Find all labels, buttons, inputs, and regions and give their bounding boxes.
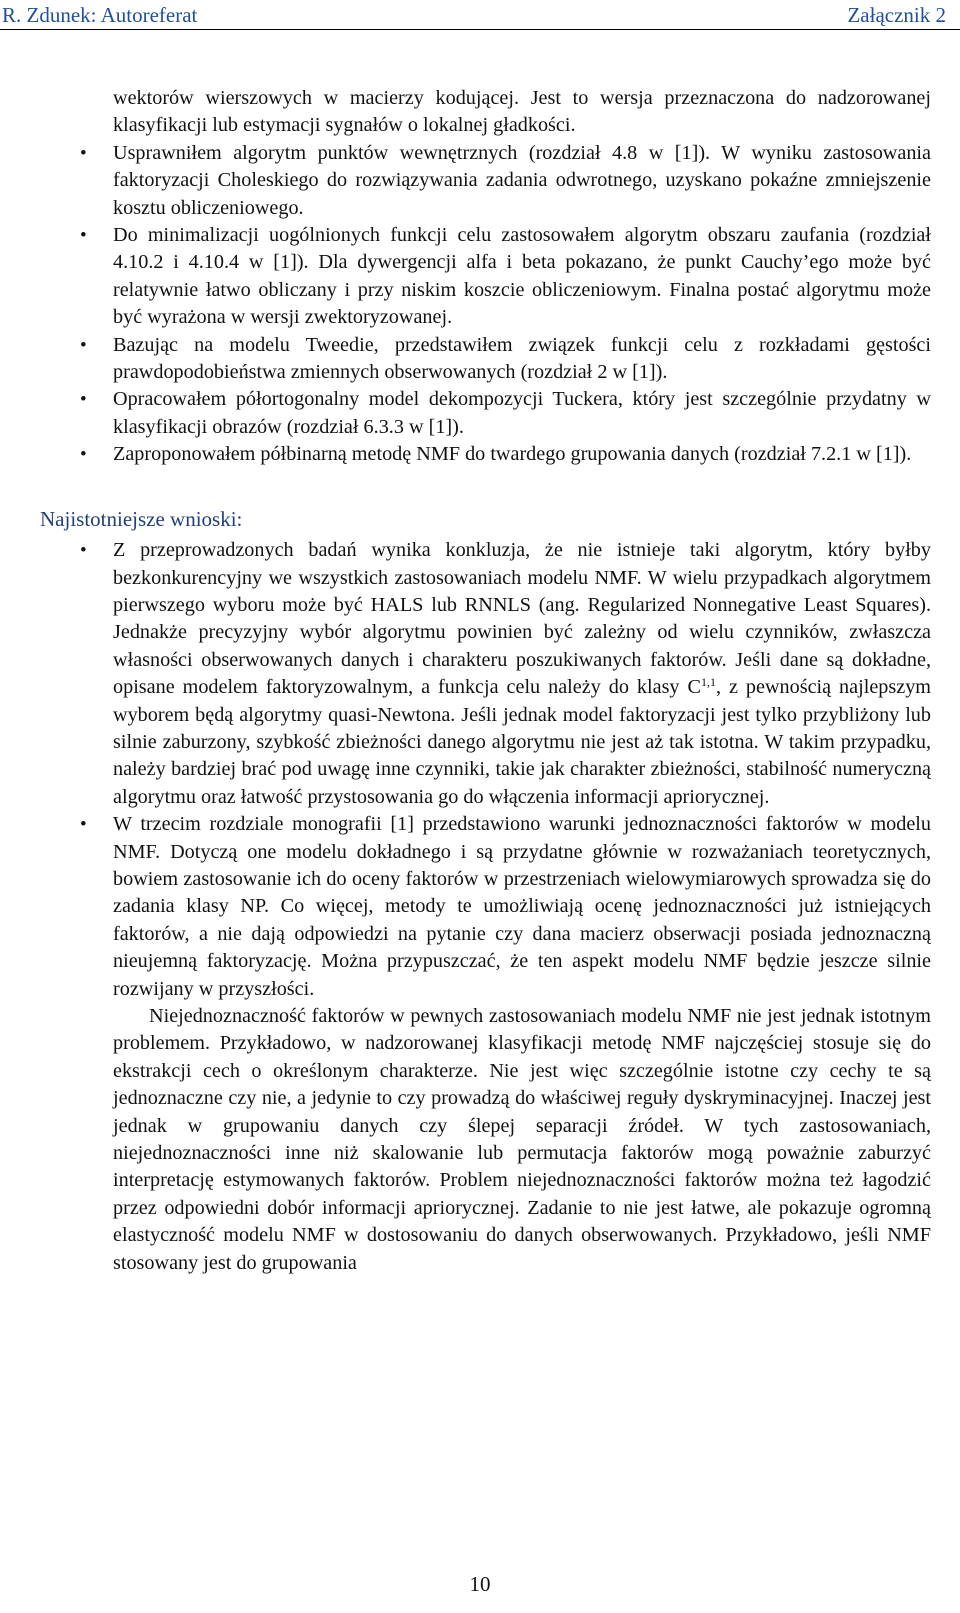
page-number: 10	[469, 1572, 491, 1596]
section-heading: Najistotniejsze wnioski:	[40, 506, 243, 531]
list-item: • Usprawniłem algorytm punktów wewnętrznych (rozdział 4.8 w [1]). W wyniku zastosowania faktoryzacji Choleskiego do rozwiązywania zadania odwrotnego, uzyskano pokaźne zmniejszenie kosztu obliczeniowego.	[113, 140, 931, 222]
achievements-list	[113, 140, 931, 469]
continued-paragraph: wektorów wierszowych w macierzy kodującej. Jest to wersja przeznaczona do nadzorowanej klasyfikacji lub estymacji sygnałów o lokalnej gładkości.	[113, 87, 931, 137]
conclusion-text-continued: , z pewnością najlepszym wyborem będą algorytmy quasi-Newtona. Jeśli jednak model faktoryzacji jest tylko przybliżony lub silnie zaburzony, szybkość zbieżności danego algorytmu nie jest aż tak istotna. W takim przypadku, należy bardziej brać pod uwagę inne czynniki, takie jak charakter zbieżności, stabilność numeryczną algorytmu oraz łatwość przystosowania go do włączenia informacji apriorycznej.	[113, 676, 931, 808]
body-paragraph: Niejednoznaczność faktorów w pewnych zastosowaniach modelu NMF nie jest jednak istotnym problemem. Przykładowo, w nadzorowanej klasyfikacji metodę NMF najczęściej stosuje się do ekstrakcji cech o określonym charakterze. Nie jest więc szczególnie istotne czy cechy te są jednoznaczne czy nie, a jedynie to czy prowadzą do właściwej reguły dyskryminacyjnej. Inaczej jest jednak w grupowaniu danych czy ślepej separacji źródeł. W tych zastosowaniach, niejednoznaczności inne niż skalowanie lub permutacja faktorów mogą poważnie zaburzyć interpretację estymowanych faktorów. Problem niejednoznaczności faktorów można też łagodzić przez odpowiedni dobór informacji apriorycznej. Zadanie to nie jest łatwe, ale pokazuje ogromną elastyczność modelu NMF w dostosowaniu do danych obserwowanych. Przykładowo, jeśli NMF stosowany jest do grupowania	[113, 1005, 931, 1274]
list-item	[113, 537, 931, 811]
list-item: • Do minimalizacji uogólnionych funkcji celu zastosowałem algorytm obszaru zaufania (rozdział 4.10.2 i 4.10.4 w [1]). Dla dywergencji alfa i beta pokazano, że punkt Cauchy’ego może być relatywnie łatwo obliczany i przy niskim koszcie obliczeniowym. Finalna postać algorytmu może być wyrażona w wersji zwektoryzowanej.	[113, 222, 931, 332]
list-item: • Bazując na modelu Tweedie, przedstawiłem związek funkcji celu z rozkładami gęstości prawdopodobieństwa zmiennych obserwowanych (rozdział 2 w [1]).	[113, 332, 931, 387]
header-attachment-label: Załącznik 2	[847, 3, 946, 27]
list-item: • W trzecim rozdziale monografii [1] przedstawiono warunki jednoznaczności faktorów w modelu NMF. Dotyczą one modelu dokładnego i są przydatne głównie w rozważaniach teoretycznych, bowiem zastosowanie ich do oceny faktorów w przestrzeniach wielowymiarowych sprowadza się do zadania klasy NP. Co więcej, metody te umożliwiają ocenę jednoznaczności już istniejących faktorów, a nie dają odpowiedzi na pytanie czy dana macierz obserwacji posiada jednoznaczną nieujemną faktoryzację. Można przypuszczać, że ten aspekt modelu NMF będzie jeszcze silnie rozwijany w przyszłości.	[113, 811, 931, 1003]
conclusions-list	[113, 537, 931, 1003]
superscript: 1,1	[700, 674, 716, 689]
document-body	[40, 85, 931, 1277]
list-item: • Opracowałem półortogonalny model dekompozycji Tuckera, który jest szczególnie przydatny w klasyfikacji obrazów (rozdział 6.3.3 w [1]).	[113, 386, 931, 441]
conclusion-text: Z przeprowadzonych badań wynika konkluzja, że nie istnieje taki algorytm, który byłby bezkonkurencyjny we wszystkich zastosowaniach modelu NMF. W wielu przypadkach algorytmem pierwszego wyboru może być HALS lub RNNLS (ang. Regularized Nonnegative Least Squares). Jednakże precyzyjny wybór algorytmu powinien być zależny od wielu czynników, zwłaszcza własności obserwowanych danych i charakteru poszukiwanych faktorów. Jeśli dane są dokładne, opisane modelem faktoryzowalnym, a funkcja celu należy do klasy C	[113, 539, 931, 699]
list-item: • Zaproponowałem półbinarną metodę NMF do twardego grupowania danych (rozdział 7.2.1 w [1]).	[113, 441, 931, 468]
page-header	[0, 0, 960, 30]
header-author-title: R. Zdunek: Autoreferat	[2, 3, 198, 27]
